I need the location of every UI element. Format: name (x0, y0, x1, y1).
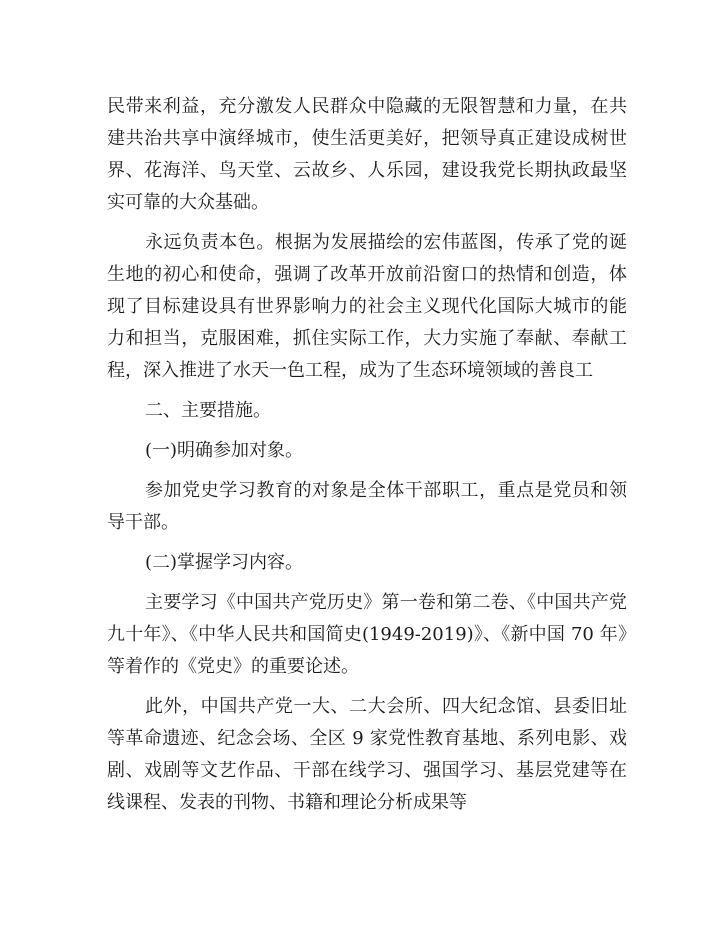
section-heading-main-measures: 二、主要措施。 (145, 400, 271, 421)
paragraph-2: 永远负责本色。根据为发展描绘的宏伟蓝图，传承了党的诞生地的初心和使命，强调了改革开放前沿窗口的热情和创造，体现了目标建设具有世界影响力的社会主义现代化国际大城市的能力和担当，克服困难，抓住实际工作，大力实施了奉献、奉献工程，深入推进了水天一色工程，成为了生态环境领域的善良工 (107, 232, 627, 381)
paragraph-1: 民带来利益，充分激发人民群众中隐藏的无限智慧和力量，在共建共治共享中演绎城市，使生活更美好，把领导真正建设成树世界、花海洋、鸟天堂、云故乡、人乐园，建设我党长期执政最坚实可靠的大众基础。 (107, 96, 627, 213)
paragraph-additional-resources: 此外，中国共产党一大、二大会所、四大纪念馆、县委旧址等革命遗迹、纪念会场、全区 9 家党性教育基地、系列电影、戏剧、戏剧等文艺作品、干部在线学习、强国学习、基层党建等在线课程、发表的刊物、书籍和理论分析成果等 (107, 696, 627, 813)
paragraph-participants: 参加党史学习教育的对象是全体干部职工，重点是党员和领导干部。 (107, 480, 627, 533)
document-body (107, 91, 627, 827)
subheading-participants: (一)明确参加对象。 (145, 440, 304, 461)
subheading-learning-content: (二)掌握学习内容。 (145, 552, 304, 573)
paragraph-learning-content: 主要学习《中国共产党历史》第一卷和第二卷、《中国共产党九十年》、《中华人民共和国简史(1949-2019)》、《新中国 70 年》等着作的《党史》的重要论述。 (107, 592, 627, 677)
